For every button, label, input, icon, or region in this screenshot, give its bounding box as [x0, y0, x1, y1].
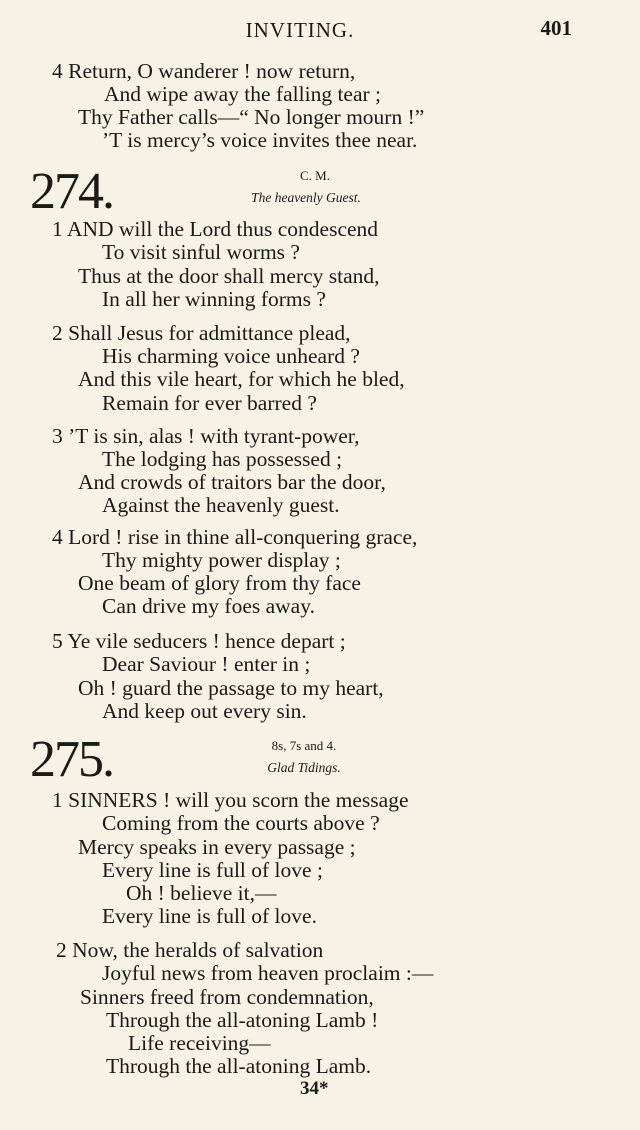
hymn-subtitle: The heavenly Guest. — [251, 190, 361, 205]
verse-line: 1 AND will the Lord thus condescend — [52, 217, 379, 241]
verse-line: Thy Father calls—“ No longer mourn !” — [78, 105, 425, 129]
hymn-number: 275. — [30, 731, 113, 788]
hymn-meter: C. M. — [300, 168, 330, 183]
verse-line: One beam of glory from thy face — [78, 571, 361, 595]
verse-line: In all her winning forms ? — [102, 287, 326, 311]
verse-line: 4 Return, O wanderer ! now return, — [52, 59, 356, 83]
verse-line: 3 ’T is sin, alas ! with tyrant-power, — [52, 424, 360, 448]
verse-line: The lodging has possessed ; — [102, 447, 343, 471]
verse-line: Against the heavenly guest. — [102, 493, 340, 517]
page-number: 401 — [540, 16, 572, 40]
verse-line: And wipe away the falling tear ; — [104, 82, 382, 106]
verse-line: To visit sinful worms ? — [102, 240, 300, 264]
verse-line: 4 Lord ! rise in thine all-conquering grace, — [52, 525, 418, 549]
verse-line: Life receiving— — [128, 1031, 271, 1055]
verse-line: Oh ! believe it,— — [126, 881, 277, 905]
verse-line: 5 Ye vile seducers ! hence depart ; — [52, 629, 346, 653]
verse-line: And keep out every sin. — [102, 699, 307, 723]
verse-line: Oh ! guard the passage to my heart, — [78, 676, 384, 700]
verse-line: Thy mighty power display ; — [102, 548, 341, 572]
verse-line: Mercy speaks in every passage ; — [78, 835, 356, 859]
verse-line: Remain for ever barred ? — [102, 391, 317, 415]
verse-line: Coming from the courts above ? — [102, 811, 380, 835]
verse-line: Joyful news from heaven proclaim :— — [102, 961, 434, 985]
verse-line: Sinners freed from condemnation, — [80, 985, 374, 1009]
running-title: INVITING. — [245, 18, 355, 42]
hymn-meter: 8s, 7s and 4. — [271, 738, 337, 753]
verse-line: Can drive my foes away. — [102, 594, 315, 618]
verse-line: And this vile heart, for which he bled, — [78, 367, 405, 391]
verse-line: And crowds of traitors bar the door, — [78, 470, 386, 494]
verse-line: Through the all-atoning Lamb ! — [106, 1008, 379, 1032]
verse-line: 2 Shall Jesus for admittance plead, — [52, 321, 351, 345]
verse-line: Every line is full of love ; — [102, 858, 323, 882]
signature-mark: 34* — [300, 1078, 329, 1099]
hymn-number: 274. — [30, 163, 113, 220]
verse-line: ’T is mercy’s voice invites thee near. — [102, 128, 418, 152]
verse-line: Through the all-atoning Lamb. — [106, 1054, 372, 1078]
verse-line: His charming voice unheard ? — [102, 344, 360, 368]
verse-line: Every line is full of love. — [102, 904, 317, 928]
hymn-subtitle: Glad Tidings. — [267, 760, 341, 775]
verse-line: Dear Saviour ! enter in ; — [102, 652, 311, 676]
verse-line: Thus at the door shall mercy stand, — [78, 264, 380, 288]
verse-line: 2 Now, the heralds of salvation — [56, 938, 324, 962]
verse-line: 1 SINNERS ! will you scorn the message — [52, 788, 409, 812]
